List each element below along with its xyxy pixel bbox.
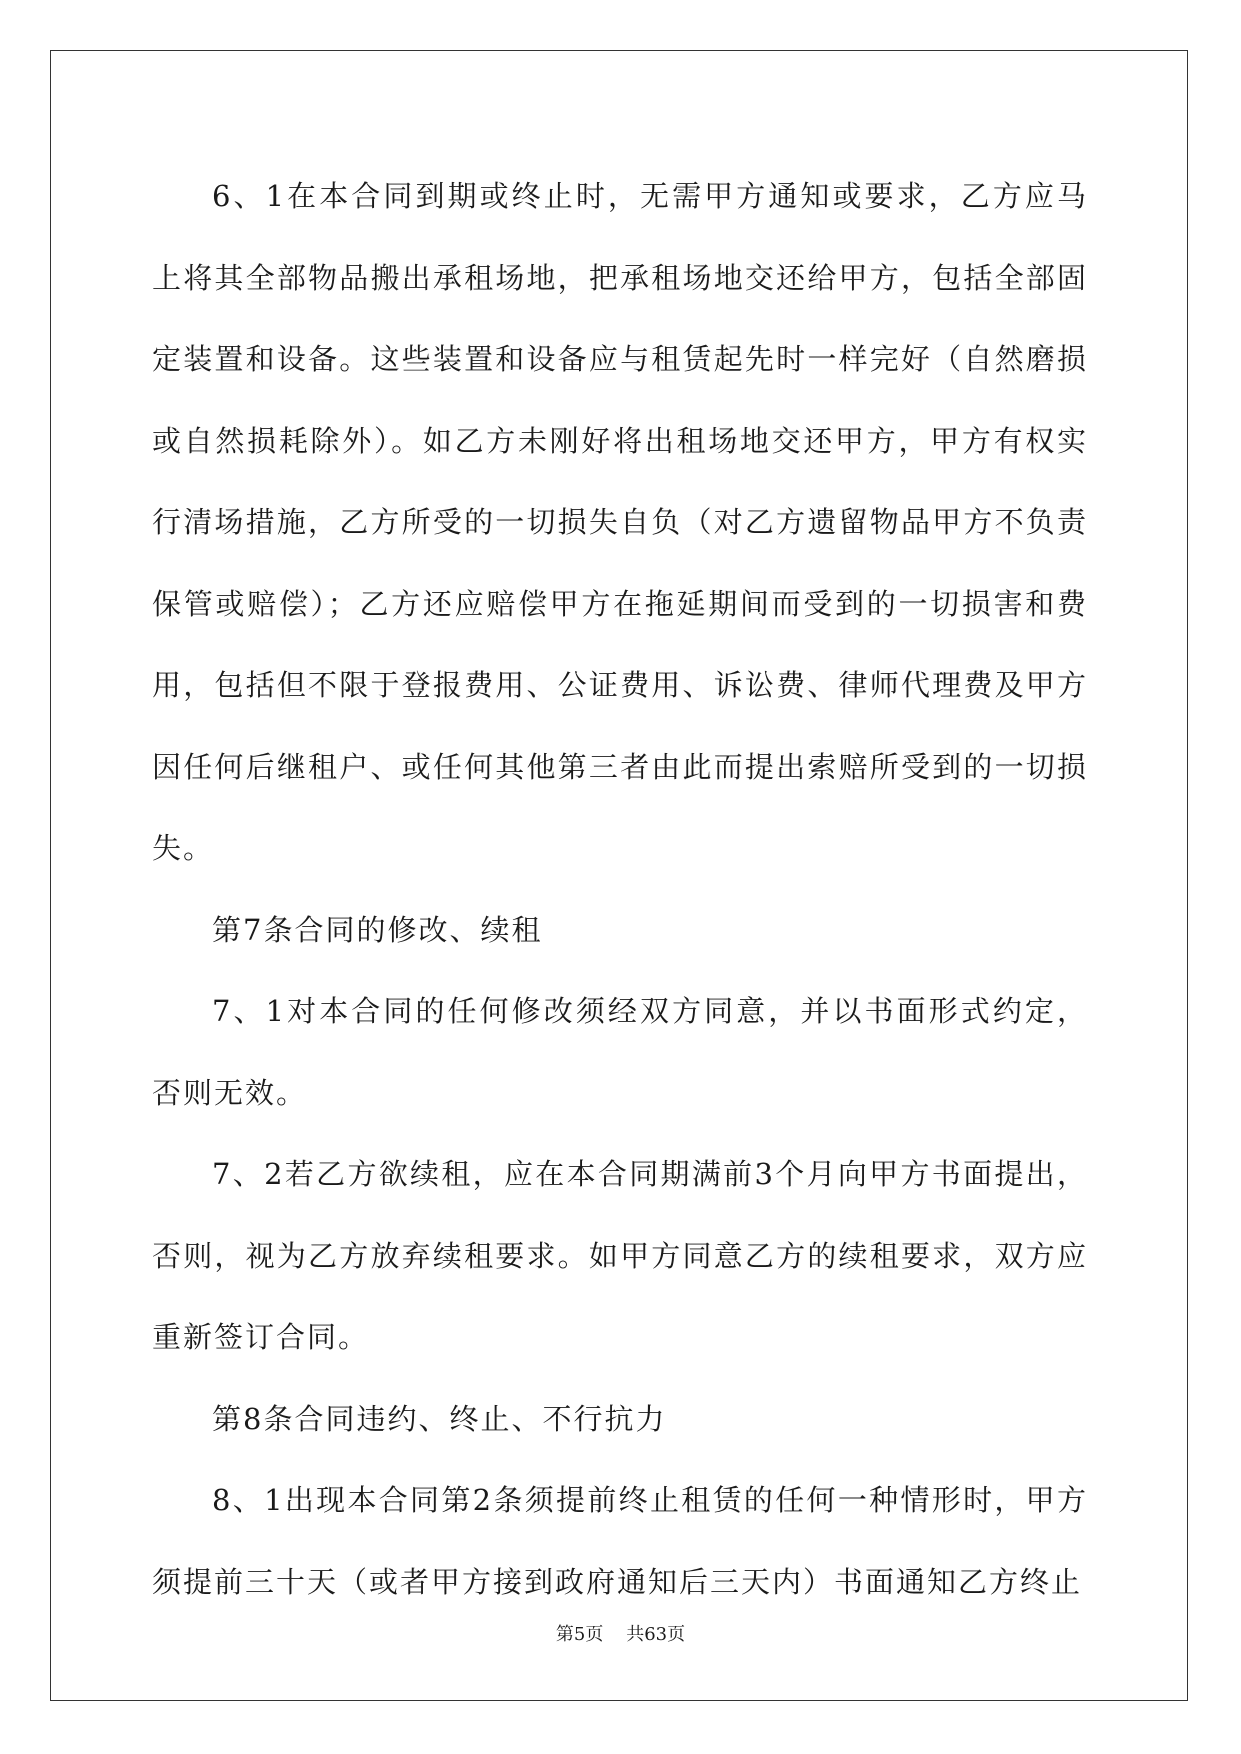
paragraph-clause-7-2: 7、2若乙方欲续租，应在本合同期满前3个月向甲方书面提出，否则，视为乙方放弃续租要求。如甲方同意乙方的续租要求，双方应重新签订合同。 [152, 1157, 1088, 1354]
paragraph-clause-7-1: 7、1对本合同的任何修改须经双方同意，并以书面形式约定，否则无效。 [152, 994, 1088, 1110]
paragraph-clause-6-1: 6、1在本合同到期或终止时，无需甲方通知或要求，乙方应马上将其全部物品搬出承租场地，把承租场地交还给甲方，包括全部固定装置和设备。这些装置和设备应与租赁起先时一样完好（自然磨损或自然损耗除外）。如乙方未刚好将出租场地交还甲方，甲方有权实行清场措施，乙方所受的一切损失自负（对乙方遗留物品甲方不负责保管或赔偿）；乙方还应赔偿甲方在拖延期间而受到的一切损害和费用，包括但不限于登报费用、公证费用、诉讼费、律师代理费及甲方因任何后继租户、或任何其他第三者由此而提出索赔所受到的一切损失。 [152, 179, 1088, 865]
paragraph-clause-8-1: 8、1出现本合同第2条须提前终止租赁的任何一种情形时，甲方须提前三十天（或者甲方接到政府通知后三天内）书面通知乙方终止 [152, 1483, 1088, 1599]
page-number: 第5页 共63页 [555, 1624, 686, 1645]
document-body [152, 156, 1088, 1623]
page-footer [0, 1620, 1241, 1646]
heading-article-8: 第8条合同违约、终止、不行抗力 [212, 1401, 667, 1436]
heading-article-7: 第7条合同的修改、续租 [212, 912, 543, 947]
